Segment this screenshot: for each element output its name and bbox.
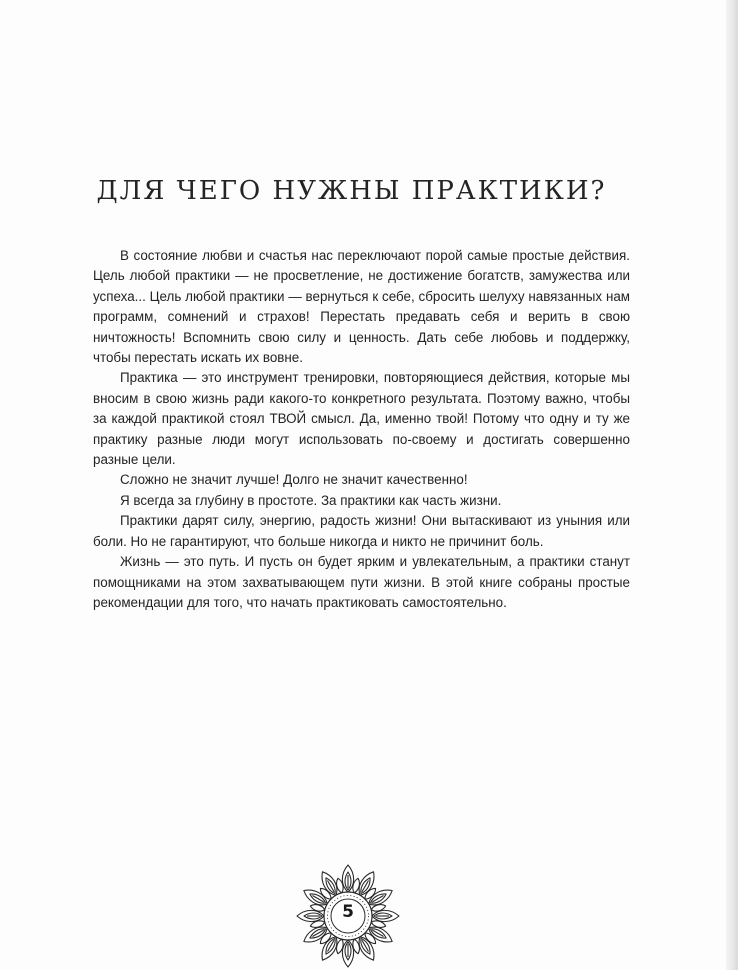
- paragraph: Жизнь — это путь. И пусть он будет ярким и увлекательным, а практики станут помощниками на этом захватывающем пути жизни. В этой книге собраны простые рекомендации для того, что начать практиковать самостоятельно.: [93, 554, 630, 610]
- body-text: [93, 246, 630, 613]
- page-title: ДЛЯ ЧЕГО НУЖНЫ ПРАКТИКИ?: [96, 176, 607, 206]
- paragraph: Я всегда за глубину в простоте. За практики как часть жизни.: [120, 492, 502, 508]
- paragraph: Сложно не значит лучше! Долго не значит качественно!: [120, 472, 468, 488]
- paragraph: В состояние любви и счастья нас переключают порой самые простые действия. Цель любой практики — не просветление, не достижение богатств, замужества или успеха... Цель любой практики — вернуться к себе, сбросить шелуху навязанных нам программ, сомнений и страхов! Перестать предавать себя и верить в свою ничтожность! Вспомнить свою силу и ценность. Дать себе любовь и поддержку, чтобы перестать искать их вовне.: [93, 248, 630, 366]
- paragraph: Практики дарят силу, энергию, радость жизни! Они вытаскивают из уныния или боли. Но не гарантируют, что больше никогда и никто не причинит боль.: [93, 513, 630, 549]
- page-number-ornament: [293, 861, 403, 970]
- page-number: 5: [342, 902, 354, 922]
- paragraph: Практика — это инструмент тренировки, повторяющиеся действия, которые мы вносим в свою жизнь ради какого-то конкретного результата. Поэтому важно, чтобы за каждой практикой стоял ТВОЙ смысл. Да, именно твой! Потому что одну и ту же практику разные люди могут использовать по-своему и достигать совершенно разные цели.: [93, 370, 630, 468]
- page-edge-shadow: [726, 0, 738, 970]
